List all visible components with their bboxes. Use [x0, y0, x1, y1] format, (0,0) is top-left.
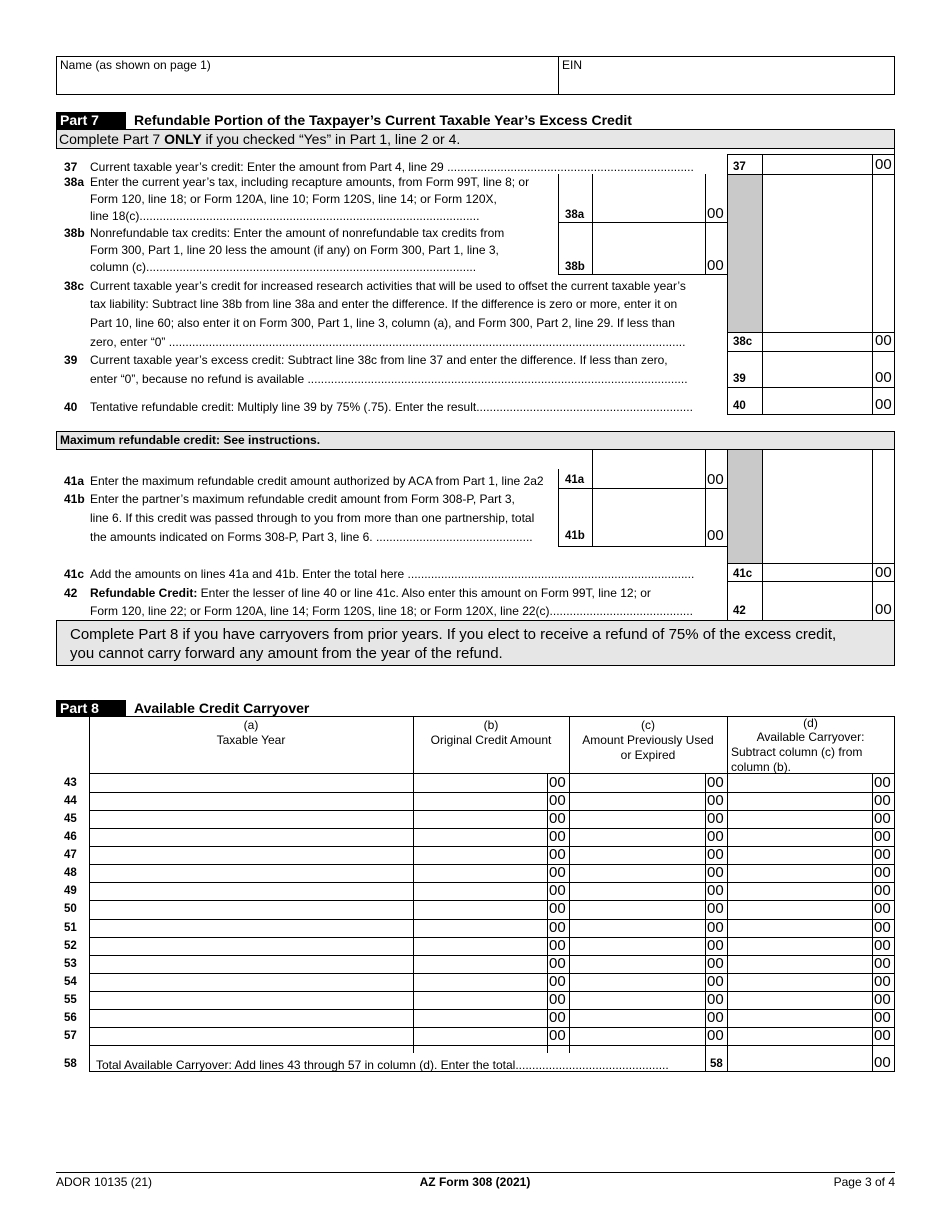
line-58-cents: 00 — [874, 1054, 891, 1071]
line-58-box-label: 58 — [710, 1058, 723, 1070]
original-credit-cents: 00 — [549, 1009, 566, 1026]
name-label: Name (as shown on page 1) — [60, 58, 211, 72]
available-carryover-input[interactable] — [728, 775, 872, 792]
line-41a-number: 41a — [64, 474, 85, 488]
col-d-title-2: Subtract column (c) from — [731, 745, 863, 759]
footer-form-title: AZ Form 308 (2021) — [419, 1175, 531, 1189]
carryover-row-number: 48 — [64, 867, 77, 879]
line-40-cents: 00 — [875, 396, 892, 413]
footer-page-number: Page 3 of 4 — [833, 1175, 895, 1189]
taxable-year-input[interactable] — [90, 793, 413, 810]
line-41c-number: 41c — [64, 567, 85, 581]
carryover-row-number: 55 — [64, 994, 77, 1006]
carryover-row-number: 56 — [64, 1012, 77, 1024]
available-carryover-cents: 00 — [874, 1027, 891, 1044]
amount-used-cents: 00 — [707, 955, 724, 972]
line-38c-text-1: Current taxable year’s credit for increased research activities that will be used to offset the current taxable year’s — [90, 279, 686, 293]
line-41b-number: 41b — [64, 492, 85, 506]
line-39-box-label: 39 — [733, 373, 746, 385]
line-37-bottom — [727, 174, 895, 175]
line-41a-box-label: 41a — [565, 474, 585, 486]
amount-used-cents: 00 — [707, 792, 724, 809]
amount-used-input[interactable] — [570, 992, 705, 1009]
original-credit-cents: 00 — [549, 973, 566, 990]
carryover-row-number: 47 — [64, 849, 77, 861]
line-41-box-right — [592, 450, 593, 469]
line-38b-bottom — [558, 274, 727, 275]
original-credit-input[interactable] — [414, 1028, 547, 1045]
original-credit-input[interactable] — [414, 1010, 547, 1027]
col-c-title-2: or Expired — [620, 748, 676, 762]
taxable-year-input[interactable] — [90, 775, 413, 792]
original-credit-cents: 00 — [549, 937, 566, 954]
amount-used-cents: 00 — [707, 919, 724, 936]
amount-used-cents: 00 — [707, 810, 724, 827]
amount-used-cents: 00 — [707, 973, 724, 990]
carryover-row-number: 50 — [64, 903, 77, 915]
taxable-year-input[interactable] — [90, 901, 413, 919]
p7-col-cents — [872, 154, 873, 414]
taxable-year-input[interactable] — [90, 1010, 413, 1027]
amount-used-input[interactable] — [570, 865, 705, 882]
line-39-cents: 00 — [875, 369, 892, 386]
p7b-col-cents — [872, 450, 873, 620]
line-41b-text-1: Enter the partner’s maximum refundable credit amount from Form 308-P, Part 3, — [90, 492, 515, 506]
line-41a-text: Enter the maximum refundable credit amount authorized by ACA from Part 1, line 2a2 — [90, 474, 544, 488]
part7-instruction-post: if you checked “Yes” in Part 1, line 2 or 4. — [201, 131, 461, 147]
available-carryover-input[interactable] — [728, 793, 872, 810]
available-carryover-cents: 00 — [874, 792, 891, 809]
original-credit-input[interactable] — [414, 920, 547, 937]
line-38b-cents: 00 — [707, 257, 724, 274]
part7-instruction — [59, 131, 460, 147]
available-carryover-cents: 00 — [874, 919, 891, 936]
original-credit-input[interactable] — [414, 829, 547, 846]
line-38-box-left — [558, 174, 559, 274]
line-40-box-label: 40 — [733, 400, 746, 412]
ein-label: EIN — [562, 58, 583, 72]
original-credit-input[interactable] — [414, 974, 547, 991]
taxable-year-input[interactable] — [90, 883, 413, 900]
carryover-row-number: 53 — [64, 958, 77, 970]
amount-used-input[interactable] — [570, 938, 705, 955]
line-41b-cents: 00 — [707, 527, 724, 544]
carryover-row-number: 51 — [64, 922, 77, 934]
name-input[interactable] — [58, 72, 556, 93]
available-carryover-cents: 00 — [874, 846, 891, 863]
line-41-box-left — [558, 469, 559, 547]
line-40-text: Tentative refundable credit: Multiply line 39 by 75% (.75). Enter the result................................................................. — [90, 400, 693, 414]
original-credit-input[interactable] — [414, 865, 547, 882]
amount-used-input[interactable] — [570, 956, 705, 973]
col-d-title-3: column (b). — [731, 760, 792, 774]
line-38a-number: 38a — [64, 175, 85, 189]
line-37-number: 37 — [64, 160, 78, 174]
available-carryover-cents: 00 — [874, 810, 891, 827]
taxable-year-input[interactable] — [90, 829, 413, 846]
amount-used-input[interactable] — [570, 793, 705, 810]
available-carryover-input[interactable] — [728, 865, 872, 882]
line-38c-box-label: 38c — [733, 336, 753, 348]
available-carryover-cents: 00 — [874, 973, 891, 990]
col-c-letter: (c) — [641, 718, 655, 732]
amount-used-cents: 00 — [707, 846, 724, 863]
available-carryover-input[interactable] — [728, 938, 872, 955]
p8-col-b-cents — [547, 773, 548, 1053]
available-carryover-input[interactable] — [728, 901, 872, 919]
available-carryover-cents: 00 — [874, 955, 891, 972]
original-credit-input[interactable] — [414, 793, 547, 810]
amount-used-cents: 00 — [707, 1009, 724, 1026]
line-41b-bottom — [558, 546, 727, 547]
line-38b-number: 38b — [64, 226, 85, 240]
line-38c-text-2: tax liability: Subtract line 38b from line 38a and enter the difference. If the difference is zero or more, enter it on — [90, 297, 678, 311]
line-58-input[interactable] — [728, 1054, 872, 1071]
original-credit-cents: 00 — [549, 774, 566, 791]
amount-used-input[interactable] — [570, 775, 705, 792]
taxable-year-input[interactable] — [90, 956, 413, 973]
available-carryover-cents: 00 — [874, 991, 891, 1008]
available-carryover-input[interactable] — [728, 811, 872, 828]
line-41b-text-2: line 6. If this credit was passed through to you from more than one partnership, total — [90, 511, 535, 525]
line-42-text-2: Form 120, line 22; or Form 120A, line 14; Form 120S, line 18; or Form 120X, line 22(c)........................................... — [90, 604, 693, 618]
line-40-input[interactable] — [763, 388, 872, 414]
line-41b-box-label: 41b — [565, 530, 585, 542]
line-41c-text: Add the amounts on lines 41a and 41b. Enter the total here ...................................................................................... — [90, 567, 695, 581]
original-credit-cents: 00 — [549, 955, 566, 972]
col-d-letter: (d) — [803, 716, 818, 730]
available-carryover-cents: 00 — [874, 774, 891, 791]
line-38a-text-2: Form 120, line 18; or Form 120A, line 10; Form 120S, line 14; or Form 120X, — [90, 192, 497, 206]
original-credit-cents: 00 — [549, 882, 566, 899]
available-carryover-input[interactable] — [728, 1028, 872, 1045]
part8-title: Available Credit Carryover — [134, 700, 310, 716]
available-carryover-cents: 00 — [874, 828, 891, 845]
original-credit-cents: 00 — [549, 1027, 566, 1044]
line-38a-box-label: 38a — [565, 209, 585, 221]
available-carryover-input[interactable] — [728, 847, 872, 864]
line-41a-cents: 00 — [707, 471, 724, 488]
line-41a-input[interactable] — [593, 470, 705, 488]
part7-instruction-pre: Complete Part 7 — [59, 131, 165, 147]
original-credit-cents: 00 — [549, 846, 566, 863]
original-credit-cents: 00 — [549, 991, 566, 1008]
line-38a-text-1: Enter the current year’s tax, including recapture amounts, from Form 99T, line 8; or — [90, 175, 530, 189]
amount-used-input[interactable] — [570, 811, 705, 828]
available-carryover-cents: 00 — [874, 1009, 891, 1026]
line-38a-cents: 00 — [707, 205, 724, 222]
original-credit-input[interactable] — [414, 883, 547, 900]
name-ein-divider — [558, 56, 559, 95]
line-38b-text-2: Form 300, Part 1, line 20 less the amount (if any) on Form 300, Part 1, line 3, — [90, 243, 499, 257]
amount-used-input[interactable] — [570, 974, 705, 991]
available-carryover-input[interactable] — [728, 1010, 872, 1027]
line-41b-input[interactable] — [593, 489, 705, 546]
line-42-cents: 00 — [875, 601, 892, 618]
taxable-year-input[interactable] — [90, 847, 413, 864]
line-38a-text-3: line 18(c)...................................................................................................... — [90, 209, 480, 223]
carryover-row-number: 49 — [64, 885, 77, 897]
available-carryover-cents: 00 — [874, 864, 891, 881]
carryover-row-number: 57 — [64, 1030, 77, 1042]
available-carryover-input[interactable] — [728, 883, 872, 900]
available-carryover-cents: 00 — [874, 882, 891, 899]
line-42-number: 42 — [64, 586, 78, 600]
original-credit-input[interactable] — [414, 847, 547, 864]
taxable-year-input[interactable] — [90, 920, 413, 937]
line-38c-text-4: zero, enter “0” ........................................................................................................................................................... — [90, 335, 686, 349]
part8-badge: Part 8 — [56, 700, 126, 717]
original-credit-cents: 00 — [549, 792, 566, 809]
amount-used-input[interactable] — [570, 901, 705, 919]
line-37-cents: 00 — [875, 156, 892, 173]
line-38b-box-label: 38b — [565, 261, 585, 273]
part7-instruction-only: ONLY — [164, 131, 202, 147]
line-41b-text-3: the amounts indicated on Forms 308-P, Part 3, line 6. ............................................... — [90, 530, 533, 544]
original-credit-cents: 00 — [549, 828, 566, 845]
carryover-row-number: 46 — [64, 831, 77, 843]
taxable-year-input[interactable] — [90, 811, 413, 828]
line-39-number: 39 — [64, 353, 78, 367]
line-39-text-1: Current taxable year’s excess credit: Subtract line 38c from line 37 and enter the difference. If less than zero, — [90, 353, 668, 367]
p8-col-right-edge — [894, 716, 895, 1072]
footer-rule — [56, 1172, 895, 1173]
amount-used-cents: 00 — [707, 1027, 724, 1044]
amount-used-input[interactable] — [570, 920, 705, 937]
original-credit-input[interactable] — [414, 956, 547, 973]
original-credit-input[interactable] — [414, 901, 547, 919]
taxable-year-input[interactable] — [90, 974, 413, 991]
amount-used-input[interactable] — [570, 883, 705, 900]
line-41c-box-label: 41c — [733, 568, 753, 580]
original-credit-input[interactable] — [414, 992, 547, 1009]
line-39-text-2: enter “0”, because no refund is available .................................................................................................................. — [90, 372, 688, 386]
line-38b-text-1: Nonrefundable tax credits: Enter the amount of nonrefundable tax credits from — [90, 226, 505, 240]
original-credit-cents: 00 — [549, 900, 566, 917]
col-a-title: Taxable Year — [216, 733, 286, 747]
amount-used-input[interactable] — [570, 1028, 705, 1045]
line-37-box-label: 37 — [733, 161, 746, 173]
p7b-col-right-edge — [894, 450, 895, 620]
amount-used-cents: 00 — [707, 774, 724, 791]
line-38b-input[interactable] — [593, 224, 705, 273]
amount-used-input[interactable] — [570, 829, 705, 846]
amount-used-cents: 00 — [707, 864, 724, 881]
line-42-input[interactable] — [763, 582, 872, 619]
line-40-bottom — [727, 414, 895, 415]
amount-used-cents: 00 — [707, 937, 724, 954]
line-37-text: Current taxable year’s credit: Enter the amount from Part 4, line 29 .......................................................................... — [90, 160, 694, 174]
amount-used-cents: 00 — [707, 900, 724, 917]
line-42-text-1 — [90, 586, 651, 600]
original-credit-input[interactable] — [414, 775, 547, 792]
p7-col-right-edge — [894, 149, 895, 414]
carryover-row-number: 44 — [64, 795, 77, 807]
carryover-row-number: 43 — [64, 777, 77, 789]
line-38c-cents: 00 — [875, 332, 892, 349]
col-b-letter: (b) — [483, 718, 499, 732]
carryover-row-number: 54 — [64, 976, 77, 988]
amount-used-input[interactable] — [570, 1010, 705, 1027]
taxable-year-input[interactable] — [90, 992, 413, 1009]
footer-form-number: ADOR 10135 (21) — [56, 1175, 153, 1189]
line-42-text-1-rest: Enter the lesser of line 40 or line 41c. Also enter this amount on Form 99T, line 12; or — [197, 586, 651, 600]
line-38c-input[interactable] — [763, 333, 872, 351]
amount-used-cents: 00 — [707, 991, 724, 1008]
available-carryover-cents: 00 — [874, 900, 891, 917]
line-38a-input[interactable] — [593, 176, 705, 222]
taxable-year-input[interactable] — [90, 1028, 413, 1045]
ein-input[interactable] — [561, 72, 893, 93]
amount-used-input[interactable] — [570, 847, 705, 864]
max-credit-header: Maximum refundable credit: See instructions. — [60, 433, 321, 447]
amount-used-cents: 00 — [707, 882, 724, 899]
line-58-bottom — [89, 1071, 895, 1072]
line-38c-number: 38c — [64, 279, 85, 293]
line-38-box-cents — [705, 174, 706, 274]
part8-notice-line-2: you cannot carry forward any amount from the year of the refund. — [70, 645, 503, 662]
col-a-letter: (a) — [243, 718, 259, 732]
available-carryover-input[interactable] — [728, 956, 872, 973]
line-38b-text-3: column (c)................................................................................................... — [90, 260, 477, 274]
line-38a-bottom — [558, 222, 727, 223]
line-58-text: Total Available Carryover: Add lines 43 through 57 in column (d). Enter the total.............................................. — [96, 1058, 669, 1072]
available-carryover-input[interactable] — [728, 829, 872, 846]
p7-shaded-38 — [728, 174, 762, 332]
line-39-input[interactable] — [763, 352, 872, 387]
carryover-row-divider — [89, 1045, 895, 1046]
carryover-row-number: 45 — [64, 813, 77, 825]
line-58-number: 58 — [64, 1058, 77, 1070]
original-credit-cents: 00 — [549, 864, 566, 881]
amount-used-cents: 00 — [707, 828, 724, 845]
line-42-box-label: 42 — [733, 605, 746, 617]
available-carryover-input[interactable] — [728, 920, 872, 937]
col-c-title-1: Amount Previously Used — [582, 733, 714, 747]
original-credit-input[interactable] — [414, 811, 547, 828]
line-41c-input[interactable] — [763, 564, 872, 581]
available-carryover-input[interactable] — [728, 974, 872, 991]
taxable-year-input[interactable] — [90, 938, 413, 955]
line-41c-cents: 00 — [875, 564, 892, 581]
part7-title: Refundable Portion of the Taxpayer’s Current Taxable Year’s Excess Credit — [134, 112, 632, 128]
p8-header-bottom — [89, 773, 895, 774]
line-37-input[interactable] — [763, 155, 872, 174]
line-40-number: 40 — [64, 400, 78, 414]
p7b-shaded-41 — [728, 450, 762, 563]
line-41-box-cents — [705, 450, 706, 547]
line-42-bold: Refundable Credit: — [90, 586, 198, 600]
original-credit-cents: 00 — [549, 810, 566, 827]
part7-badge: Part 7 — [56, 112, 126, 129]
available-carryover-input[interactable] — [728, 992, 872, 1009]
part8-notice-line-1: Complete Part 8 if you have carryovers from prior years. If you elect to receive a refund of 75% of the excess credit, — [70, 626, 837, 643]
carryover-row-number: 52 — [64, 940, 77, 952]
available-carryover-cents: 00 — [874, 937, 891, 954]
col-b-title: Original Credit Amount — [430, 733, 552, 747]
original-credit-cents: 00 — [549, 919, 566, 936]
line-38c-text-3: Part 10, line 60; also enter it on Form 300, Part 1, line 3, column (a), and Form 300, Part 2, line 29. If less than — [90, 316, 675, 330]
taxable-year-input[interactable] — [90, 865, 413, 882]
original-credit-input[interactable] — [414, 938, 547, 955]
col-d-title-1: Available Carryover: — [756, 730, 865, 744]
